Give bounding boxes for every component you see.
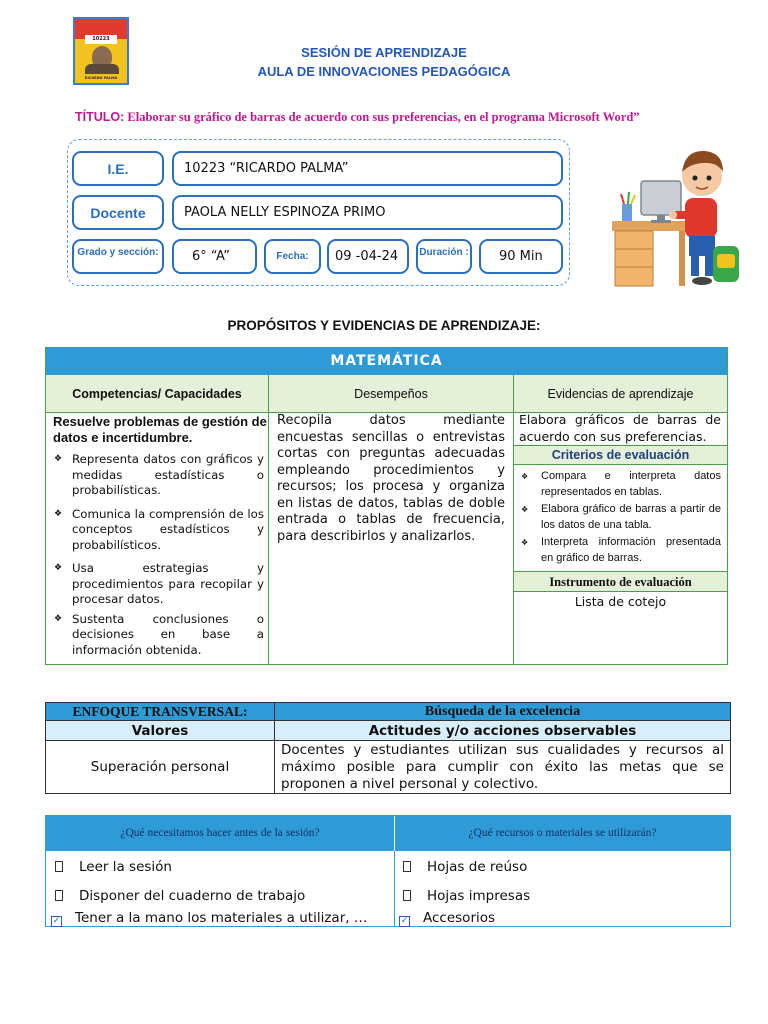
checkbox-icon[interactable] [403,890,411,901]
title-label: TÍTULO: [75,110,125,124]
enfoque-body-row [46,741,730,793]
title-text: Elaborar su gráfico de barras de acuerdo con sus preferencias, en el programa Microsoft Word” [127,110,640,124]
valor-text: Superación personal [46,741,275,793]
col-valores: Valores [46,721,275,740]
col-actitudes: Actitudes y/o acciones observables [368,722,637,739]
fecha-label: Fecha: [264,239,321,274]
checked-box-icon[interactable]: ✓ [52,916,61,926]
instrumento-value: Lista de cotejo [574,594,667,609]
list-item[interactable] [403,859,527,875]
list-item[interactable] [51,910,367,927]
desempeno-text: Recopila datos mediante encuestas sencillas o entrevistas cortas con preguntas adecuadas empleando procedimientos y recursos; los procesa y organiza en listas de datos, tablas de doble entrada o tablas de frecuencia, para describirlos y analizarlos. [277,413,505,544]
header-line-1: SESIÓN DE APRENDIZAJE [301,45,467,60]
evidencia-text: Elabora gráficos de barras de acuerdo con sus preferencias. [519,412,721,444]
before-item-label: Disponer del cuaderno de trabajo [79,888,306,904]
docente-value: PAOLA NELLY ESPINOZA PRIMO [172,195,563,230]
criterios-label: Criterios de evaluación [514,445,727,465]
list-item[interactable] [403,888,530,904]
enfoque-header-row [46,703,730,721]
list-item[interactable] [55,859,172,875]
session-title [75,110,735,125]
criterios-list [519,469,721,566]
ie-value: 10223 “RICARDO PALMA” [172,151,563,186]
resources-header [46,816,730,851]
list-item[interactable] [399,910,495,927]
material-item-label: Hojas impresas [427,888,531,904]
enfoque-table [45,702,731,794]
before-item-label: Leer la sesión [79,859,172,875]
resources-table [45,815,731,927]
capacidades-list [54,452,264,658]
actitud-text: Docentes y estudiantes utilizan sus cualidades y recursos al máximo posible para cumplir con éxito las metas que se proponen a nivel personal y colectivo. [281,741,724,792]
instrumento-label: Instrumento de evaluación [514,571,727,592]
duracion-value: 90 Min [479,239,563,274]
list-item: ❖ Compara e interpreta datos representados en tablas. [519,469,721,500]
list-item: ❖ Representa datos con gráficos y medidas estadísticas o probabilísticas. [54,452,264,499]
header-line-2: AULA DE INNOVACIONES PEDAGÓGICA [257,64,511,79]
list-item: ❖ Usa estrategias y procedimientos para recopilar y procesar datos. [54,561,264,608]
grado-label: Grado y sección: [72,239,164,274]
docente-label: Docente [72,195,164,230]
math-table [45,347,728,665]
fecha-value: 09 -04-24 [327,239,409,274]
grado-value: 6° “A” [172,239,257,274]
list-item: ❖ Elabora gráfico de barras a partir de los datos de una tabla. [519,502,721,533]
before-item-label: Tener a la mano los materiales a utilizar, … [75,910,368,926]
list-item: ❖ Comunica la comprensión de los conceptos estadísticos y probabilísticos. [54,507,264,554]
material-item-label: Accesorios [423,910,496,926]
col-before: ¿Qué necesitamos hacer antes de la sesión? [46,816,395,851]
ie-label: I.E. [72,151,164,186]
enfoque-subheader-row [46,721,730,741]
logo-number: 10223 [85,35,117,44]
checkbox-icon[interactable] [55,861,63,872]
checkbox-icon[interactable] [55,890,63,901]
col-evidencias: Evidencias de aprendizaje [514,375,727,413]
checkbox-icon[interactable] [403,861,411,872]
col-competencias: Competencias/ Capacidades [46,375,268,413]
duracion-label: Duración : [416,239,472,274]
list-item: ❖ Interpreta información presentada en gráfico de barras. [519,535,721,566]
material-item-label: Hojas de reúso [427,859,528,875]
checked-box-icon[interactable]: ✓ [400,916,409,926]
enfoque-label: ENFOQUE TRANSVERSAL: [46,703,275,720]
logo-name: RICARDO PALMA [84,76,118,80]
enfoque-value: Búsqueda de la excelencia [424,703,581,719]
area-header: MATEMÁTICA [46,348,727,375]
col-materials: ¿Qué recursos o materiales se utilizarán? [468,827,657,839]
student-computer-illustration [607,136,747,296]
section-title: PROPÓSITOS Y EVIDENCIAS DE APRENDIZAJE: [227,318,541,333]
list-item[interactable] [55,888,305,904]
list-item: ❖ Sustenta conclusiones o decisiones en base a información obtenida. [54,612,264,659]
col-desempenos: Desempeños [269,375,513,413]
competencia-text: Resuelve problemas de gestión de datos e incertidumbre. [53,414,267,445]
